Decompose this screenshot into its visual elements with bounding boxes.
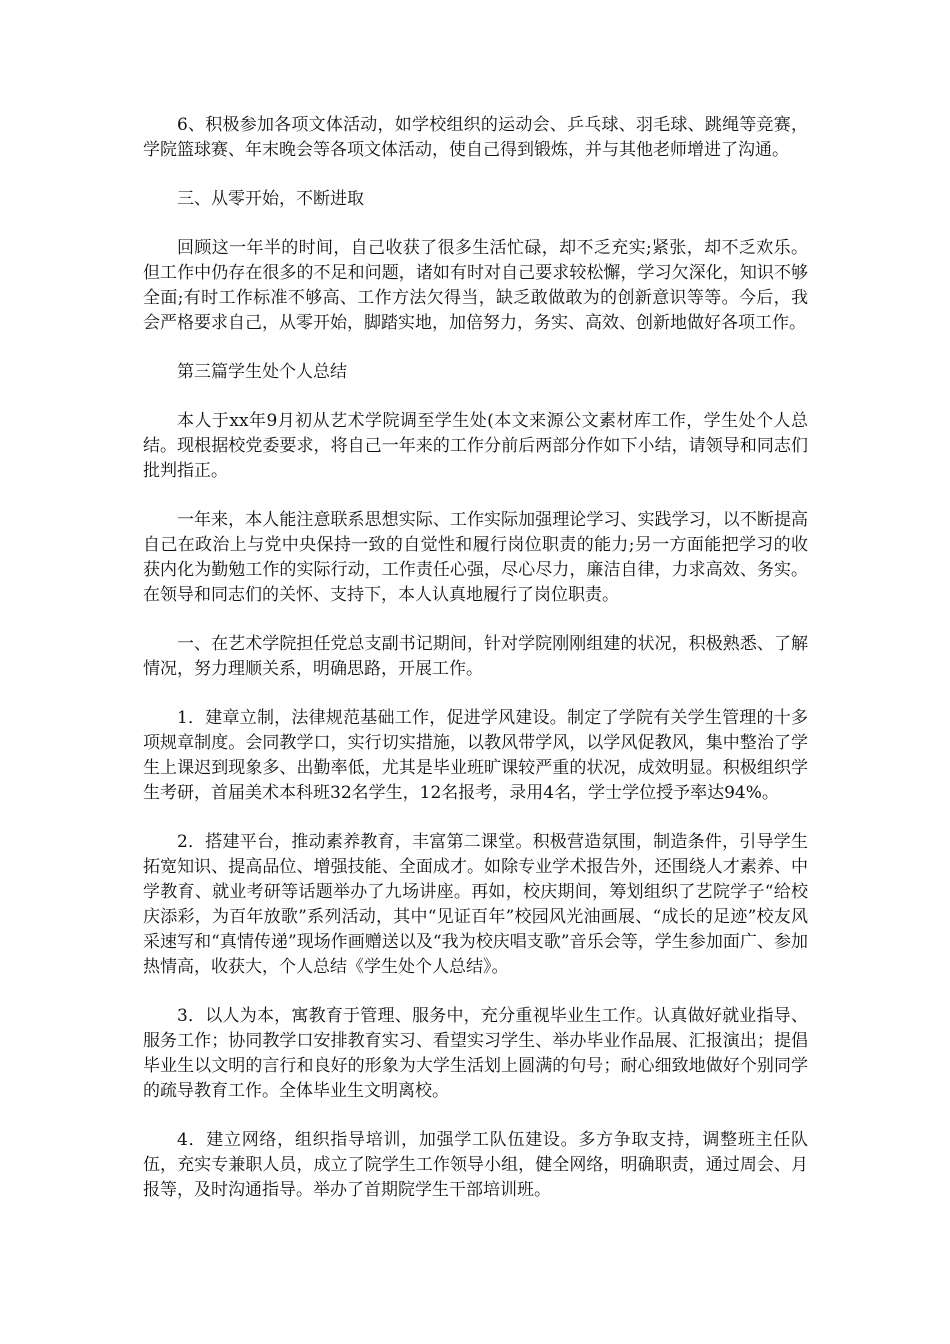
section-heading-start-from-zero: 三、从零开始，不断进取 — [177, 189, 364, 209]
list-item-platform: 2．搭建平台，推动素养教育，丰富第二课堂。积极营造氛围，制造条件，引导学生拓宽知识、提高品位、增强技能、全面成才。如除专业学术报告外，还围绕人才素养、中学教育、就业考研等话题举办了九场讲座。再如，校庆期间，筹划组织了艺院学子“给校庆添彩，为百年放歌”系列活动，其中“见证百年”校园风光油画展、“成长的足迹”校友风采速写和“真情传递”现场作画赠送以及“我为校庆唱支歌”音乐会等，学生参加面广、参加热情高，收获大，个人总结《学生处个人总结》。 — [143, 832, 808, 977]
article-heading-third: 第三篇学生处个人总结 — [177, 362, 347, 382]
document-body — [143, 113, 808, 1227]
list-item-graduates: 3．以人为本，寓教育于管理、服务中，充分重视毕业生工作。认真做好就业指导、服务工作；协同教学口安排教育实习、看望实习学生、举办毕业作品展、汇报演出；提倡毕业生以文明的言行和良好的形象为大学生活划上圆满的句号；耐心细致地做好个别同学的疏导教育工作。全体毕业生文明离校。 — [143, 1006, 808, 1101]
paragraph-activities: 6、积极参加各项文体活动，如学校组织的运动会、乒乓球、羽毛球、跳绳等竞赛，学院篮球赛、年末晚会等各项文体活动，使自己得到锻炼，并与其他老师增进了沟通。 — [143, 115, 808, 160]
list-item-network: 4．建立网络，组织指导培训，加强学工队伍建设。多方争取支持，调整班主任队伍，充实专兼职人员，成立了院学生工作领导小组，健全网络，明确职责，通过周会、月报等，及时沟通指导。举办了首期院学生干部培训班。 — [143, 1130, 808, 1200]
paragraph-review: 回顾这一年半的时间，自己收获了很多生活忙碌，却不乏充实;紧张，却不乏欢乐。但工作中仍存在很多的不足和问题，诸如有时对自己要求较松懈，学习欠深化，知识不够全面;有时工作标准不够高、工作方法欠得当，缺乏敢做敢为的创新意识等等。今后，我会严格要求自己，从零开始，脚踏实地，加倍努力，务实、高效、创新地做好各项工作。 — [143, 238, 808, 333]
paragraph-study: 一年来，本人能注意联系思想实际、工作实际加强理论学习、实践学习，以不断提高自己在政治上与党中央保持一致的自觉性和履行岗位职责的能力;另一方面能把学习的收获内化为勤勉工作的实际行动，工作责任心强，尽心尽力，廉洁自律，力求高效、务实。在领导和同志们的关怀、支持下，本人认真地履行了岗位职责。 — [143, 510, 808, 605]
section-heading-art-college: 一、在艺术学院担任党总支副书记期间，针对学院刚刚组建的状况，积极熟悉、了解情况，努力理顺关系，明确思路，开展工作。 — [143, 634, 808, 679]
list-item-rules: 1．建章立制，法律规范基础工作，促进学风建设。制定了学院有关学生管理的十多项规章制度。会同教学口，实行切实措施，以教风带学风，以学风促教风，集中整治了学生上课迟到现象多、出勤率低，尤其是毕业班旷课较严重的状况，成效明显。积极组织学生考研，首届美术本科班32名学生，12名报考，录用4名，学士学位授予率达94%。 — [143, 708, 808, 803]
paragraph-introduction: 本人于xx年9月初从艺术学院调至学生处(本文来源公文素材库工作，学生处个人总结。现根据校党委要求，将自己一年来的工作分前后两部分作如下小结，请领导和同志们批判指正。 — [143, 411, 808, 481]
